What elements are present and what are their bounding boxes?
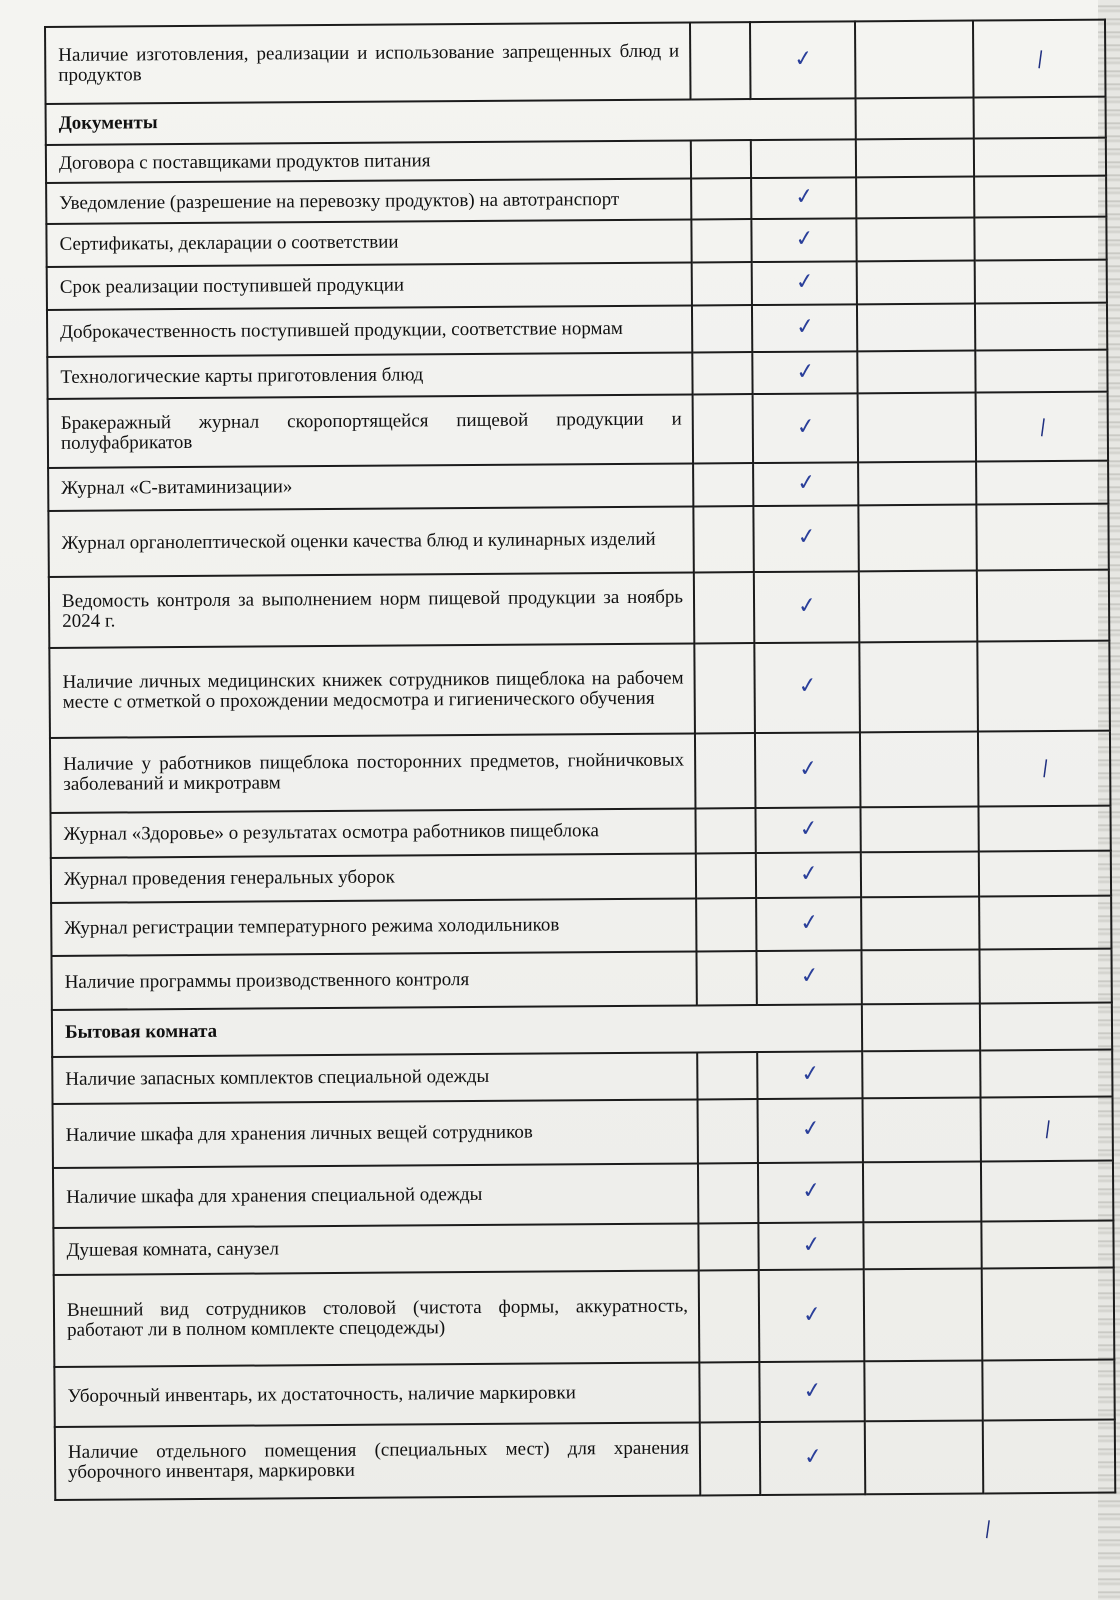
mark-cell bbox=[980, 1049, 1112, 1097]
mark-cell bbox=[981, 1220, 1113, 1268]
empty-cell bbox=[861, 851, 979, 897]
check-cell bbox=[758, 1162, 863, 1223]
table-row bbox=[49, 570, 1109, 648]
empty-cell bbox=[857, 260, 975, 304]
item-label: Журнал «Здоровье» о результатах осмотра работников пищеблока bbox=[50, 808, 695, 857]
checkmark-icon: ✓ bbox=[796, 469, 818, 497]
table-row bbox=[53, 1161, 1113, 1228]
empty-cell bbox=[694, 643, 755, 733]
mark-cell bbox=[979, 850, 1111, 896]
empty-cell bbox=[696, 898, 756, 952]
empty-cell bbox=[857, 350, 975, 394]
empty-cell bbox=[858, 461, 976, 505]
empty-cell bbox=[694, 572, 754, 643]
check-cell bbox=[751, 218, 856, 262]
empty-cell bbox=[859, 571, 977, 642]
empty-cell bbox=[860, 731, 979, 807]
checkmark-icon: ✓ bbox=[801, 1231, 823, 1259]
mark-cell bbox=[975, 349, 1107, 393]
empty-cell bbox=[980, 1002, 1112, 1050]
table-row bbox=[48, 461, 1108, 511]
item-label: Уборочный инвентарь, их достаточность, наличие маркировки bbox=[54, 1363, 699, 1427]
mark-cell bbox=[976, 461, 1108, 505]
pen-tick-mark: | bbox=[1043, 1117, 1053, 1140]
pen-tick-mark: | bbox=[1035, 47, 1045, 69]
mark-cell bbox=[978, 730, 1111, 806]
check-cell bbox=[754, 642, 860, 733]
table-row bbox=[52, 1049, 1112, 1103]
empty-cell bbox=[700, 1422, 761, 1495]
empty-cell bbox=[690, 22, 751, 99]
check-cell bbox=[759, 1269, 865, 1362]
empty-cell bbox=[858, 504, 976, 571]
check-cell bbox=[752, 351, 857, 395]
mark-cell bbox=[974, 217, 1106, 261]
checkmark-icon: ✓ bbox=[797, 672, 819, 700]
empty-cell bbox=[699, 1362, 759, 1422]
item-label: Доброкачественность поступившей продукции, соответствие нормам bbox=[47, 305, 692, 357]
stray-pen-mark: | bbox=[983, 1517, 993, 1540]
pen-tick-mark: | bbox=[1040, 756, 1050, 779]
table-row bbox=[50, 805, 1110, 857]
item-label: Наличие шкафа для хранения специальной одежды bbox=[53, 1163, 698, 1227]
checkmark-icon: ✓ bbox=[801, 1178, 823, 1206]
checkmark-icon: ✓ bbox=[796, 592, 819, 620]
check-cell bbox=[756, 897, 861, 951]
check-cell bbox=[760, 1421, 866, 1495]
table-row bbox=[50, 730, 1110, 812]
empty-cell bbox=[692, 262, 752, 305]
empty-cell bbox=[857, 303, 975, 351]
check-cell bbox=[759, 1361, 864, 1422]
check-cell bbox=[753, 394, 858, 463]
item-label: Внешний вид сотрудников столовой (чистота формы, аккуратность, работают ли в полном комплекте спецодежды) bbox=[54, 1270, 700, 1367]
pen-tick-mark: | bbox=[1038, 415, 1048, 438]
table-row bbox=[53, 1096, 1113, 1168]
mark-cell bbox=[975, 302, 1107, 350]
check-cell bbox=[753, 462, 858, 506]
empty-cell bbox=[698, 1163, 758, 1223]
mark-cell bbox=[974, 137, 1106, 176]
empty-cell bbox=[693, 506, 753, 573]
empty-cell bbox=[693, 463, 753, 506]
empty-cell bbox=[692, 352, 752, 395]
check-cell bbox=[755, 807, 860, 853]
empty-cell bbox=[856, 138, 974, 177]
empty-cell bbox=[695, 733, 756, 808]
mark-cell bbox=[975, 259, 1107, 303]
check-cell bbox=[751, 139, 856, 178]
empty-cell bbox=[863, 1221, 981, 1269]
item-label: Наличие отдельного помещения (специальных мест) для хранения уборочного инвентаря, маркировки bbox=[55, 1422, 700, 1500]
table-row bbox=[47, 349, 1107, 399]
checkmark-icon: ✓ bbox=[801, 1301, 824, 1329]
mark-cell bbox=[979, 949, 1111, 1003]
check-cell bbox=[752, 261, 857, 305]
check-cell bbox=[752, 304, 857, 352]
section-row bbox=[52, 1002, 1112, 1056]
item-label: Уведомление (разрешение на перевозку продуктов) на автотранспорт bbox=[46, 179, 691, 224]
checkmark-icon: ✓ bbox=[794, 268, 816, 296]
empty-cell bbox=[696, 853, 756, 898]
empty-cell bbox=[864, 1268, 983, 1361]
table-row bbox=[51, 895, 1111, 956]
empty-cell bbox=[863, 1097, 981, 1162]
mark-cell bbox=[979, 895, 1111, 949]
table-row bbox=[46, 217, 1106, 267]
empty-cell bbox=[691, 178, 751, 219]
checkmark-icon: ✓ bbox=[795, 313, 817, 341]
item-label: Журнал «С-витаминизации» bbox=[48, 463, 693, 510]
check-cell bbox=[754, 571, 859, 642]
empty-cell bbox=[693, 395, 753, 464]
item-label: Бракеражный журнал скоропортящейся пищевой продукции и полуфабрикатов bbox=[48, 395, 693, 468]
mark-cell bbox=[983, 1420, 1116, 1494]
empty-cell bbox=[856, 217, 974, 261]
checkmark-icon: ✓ bbox=[796, 524, 818, 552]
item-label: Журнал регистрации температурного режима холодильников bbox=[51, 898, 696, 956]
table-row bbox=[47, 259, 1107, 309]
mark-cell bbox=[982, 1360, 1114, 1421]
empty-cell bbox=[864, 1361, 982, 1422]
table-row bbox=[48, 503, 1108, 577]
empty-cell bbox=[695, 808, 755, 853]
table-row bbox=[54, 1268, 1115, 1367]
checkmark-icon: ✓ bbox=[799, 909, 821, 937]
mark-cell bbox=[978, 805, 1110, 851]
empty-cell bbox=[698, 1099, 758, 1164]
section-title: Документы bbox=[46, 98, 856, 144]
item-label: Журнал проведения генеральных уборок bbox=[51, 853, 696, 902]
checkmark-icon: ✓ bbox=[800, 1060, 822, 1088]
mark-cell bbox=[973, 20, 1106, 98]
check-cell bbox=[751, 178, 856, 219]
checklist-body bbox=[45, 20, 1115, 1500]
empty-cell bbox=[697, 1052, 757, 1100]
item-label: Наличие программы производственного контроля bbox=[51, 951, 696, 1009]
empty-cell bbox=[860, 806, 978, 852]
checkmark-icon: ✓ bbox=[802, 1443, 825, 1471]
mark-cell bbox=[977, 570, 1109, 642]
empty-cell bbox=[862, 1050, 980, 1098]
table-row bbox=[51, 949, 1111, 1010]
empty-cell bbox=[863, 1161, 981, 1222]
empty-cell bbox=[699, 1270, 760, 1362]
empty-cell bbox=[974, 97, 1106, 139]
checkmark-icon: ✓ bbox=[798, 755, 820, 783]
check-cell bbox=[750, 21, 856, 99]
mark-cell bbox=[981, 1161, 1113, 1222]
table-row bbox=[47, 302, 1107, 356]
empty-cell bbox=[696, 951, 756, 1005]
checkmark-icon: ✓ bbox=[799, 963, 821, 990]
mark-cell bbox=[974, 176, 1106, 218]
checkmark-icon: ✓ bbox=[794, 183, 816, 211]
checkmark-icon: ✓ bbox=[793, 45, 815, 73]
table-row bbox=[51, 850, 1111, 902]
table-row bbox=[49, 640, 1110, 737]
mark-cell bbox=[981, 1096, 1113, 1161]
empty-cell bbox=[856, 98, 974, 139]
empty-cell bbox=[691, 219, 751, 262]
empty-cell bbox=[861, 896, 979, 950]
checkmark-icon: ✓ bbox=[798, 860, 820, 888]
table-row bbox=[45, 20, 1106, 104]
item-label: Наличие у работников пищеблока посторонних предметов, гнойничковых заболеваний и микротравм bbox=[50, 733, 696, 812]
checkmark-icon: ✓ bbox=[798, 815, 820, 843]
checkmark-icon: ✓ bbox=[802, 1377, 824, 1405]
checkmark-icon: ✓ bbox=[795, 413, 817, 441]
empty-cell bbox=[692, 305, 752, 353]
checklist-table bbox=[44, 19, 1116, 1501]
item-label: Наличие изготовления, реализации и использование запрещенных блюд и продуктов bbox=[45, 22, 691, 104]
mark-cell bbox=[977, 640, 1110, 731]
item-label: Наличие запасных комплектов специальной одежды bbox=[52, 1052, 697, 1104]
empty-cell bbox=[698, 1223, 758, 1271]
empty-cell bbox=[855, 21, 974, 99]
section-title: Бытовая комната bbox=[52, 1004, 862, 1057]
item-label: Договора с поставщиками продуктов питания bbox=[46, 140, 691, 183]
item-label: Наличие шкафа для хранения личных вещей сотрудников bbox=[53, 1099, 698, 1168]
item-label: Душевая комната, санузел bbox=[53, 1223, 698, 1275]
mark-cell bbox=[982, 1268, 1115, 1361]
table-row bbox=[48, 392, 1108, 468]
mark-cell bbox=[976, 392, 1108, 461]
empty-cell bbox=[861, 950, 979, 1004]
table-row bbox=[53, 1220, 1113, 1274]
item-label: Журнал органолептической оценки качества блюд и кулинарных изделий bbox=[48, 506, 693, 577]
item-label: Наличие личных медицинских книжек сотрудников пищеблока на рабочем месте с отметкой о прохождении медосмотра и гигиенического обучения bbox=[49, 643, 695, 737]
check-cell bbox=[757, 1051, 862, 1099]
empty-cell bbox=[859, 641, 978, 732]
check-cell bbox=[753, 505, 858, 572]
checkmark-icon: ✓ bbox=[794, 225, 816, 253]
empty-cell bbox=[691, 140, 751, 179]
table-row bbox=[54, 1360, 1114, 1427]
check-cell bbox=[758, 1222, 863, 1270]
empty-cell bbox=[862, 1003, 980, 1051]
checkmark-icon: ✓ bbox=[800, 1116, 822, 1143]
item-label: Срок реализации поступившей продукции bbox=[47, 262, 692, 309]
check-cell bbox=[756, 852, 861, 898]
table-row bbox=[55, 1420, 1115, 1500]
item-label: Сертификаты, декларации о соответствии bbox=[46, 219, 691, 266]
empty-cell bbox=[858, 393, 976, 462]
check-cell bbox=[755, 732, 861, 808]
item-label: Технологические карты приготовления блюд bbox=[47, 352, 692, 399]
item-label: Ведомость контроля за выполнением норм пищевой продукции за ноябрь 2024 г. bbox=[49, 573, 694, 648]
check-cell bbox=[756, 950, 861, 1004]
mark-cell bbox=[976, 503, 1108, 570]
checkmark-icon: ✓ bbox=[795, 358, 817, 386]
empty-cell bbox=[856, 177, 974, 218]
empty-cell bbox=[865, 1420, 984, 1494]
check-cell bbox=[758, 1098, 863, 1163]
